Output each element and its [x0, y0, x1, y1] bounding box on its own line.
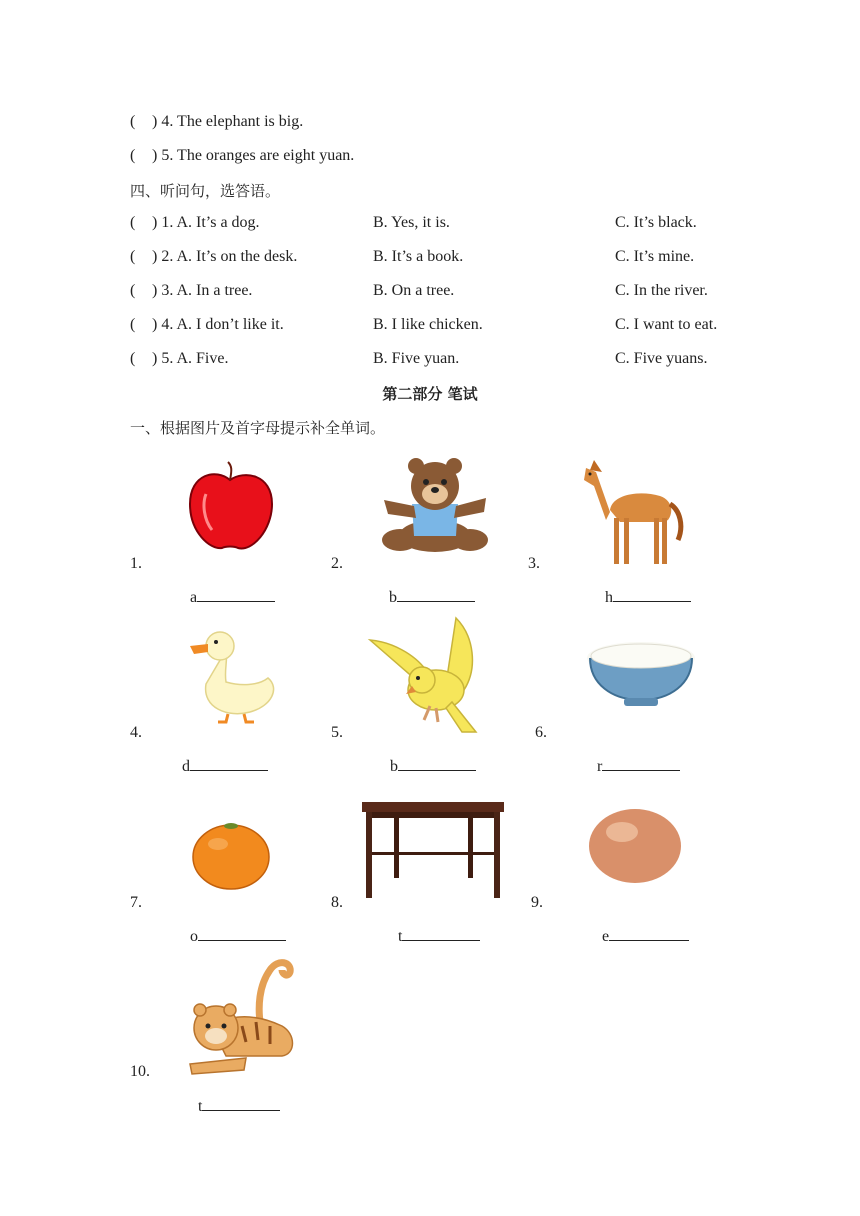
option-c: C. I want to eat. [615, 316, 718, 333]
table-icon [360, 800, 506, 900]
option-b: B. I like chicken. [373, 316, 483, 333]
egg-icon [586, 806, 684, 886]
item-number: 4. [130, 724, 142, 741]
option-c: C. It’s black. [615, 214, 697, 231]
word-blank-1[interactable]: a [190, 587, 275, 607]
apple-icon [186, 460, 276, 552]
bird-icon [366, 614, 488, 736]
option-a: A. It’s on the desk. [176, 248, 298, 265]
word-blank-3[interactable]: h [605, 587, 691, 607]
section4-heading: 四、听问句，选答语。 [130, 182, 281, 200]
part2-heading: 一、根据图片及首字母提示补全单词。 [130, 419, 386, 437]
item-number: 6. [535, 724, 547, 741]
item-number: 9. [531, 894, 543, 911]
item-number: 2. [331, 555, 343, 572]
word-blank-8[interactable]: t [398, 926, 480, 946]
word-blank-4[interactable]: d [182, 756, 268, 776]
word-blank-9[interactable]: e [602, 926, 689, 946]
word-blank-7[interactable]: o [190, 926, 286, 946]
option-c: C. In the river. [615, 282, 708, 299]
option-a: A. I don’t like it. [176, 316, 284, 333]
option-a: A. It’s a dog. [176, 214, 260, 231]
bear-icon [378, 456, 492, 556]
word-blank-6[interactable]: r [597, 756, 680, 776]
rice-icon [582, 636, 700, 710]
item-number: 3. [528, 555, 540, 572]
tiger-icon [186, 956, 298, 1078]
option-b: B. Five yuan. [373, 350, 460, 367]
item-number: 10. [130, 1063, 150, 1080]
part2-title: 第二部分 笔试 [382, 385, 478, 403]
option-b: B. Yes, it is. [373, 214, 450, 231]
duck-icon [188, 626, 276, 724]
orange-icon [190, 820, 272, 890]
item-number: 7. [130, 894, 142, 911]
horse-icon [580, 450, 688, 570]
question-5: ( ) 5. The oranges are eight yuan. [130, 147, 355, 164]
question-4: ( ) 4. The elephant is big. [130, 113, 304, 130]
option-b: B. It’s a book. [373, 248, 464, 265]
option-c: C. It’s mine. [615, 248, 695, 265]
option-b: B. On a tree. [373, 282, 455, 299]
item-number: 5. [331, 724, 343, 741]
word-blank-2[interactable]: b [389, 587, 475, 607]
option-c: C. Five yuans. [615, 350, 708, 367]
item-number: 8. [331, 894, 343, 911]
item-number: 1. [130, 555, 142, 572]
word-blank-10[interactable]: t [198, 1096, 280, 1116]
option-a: A. In a tree. [176, 282, 253, 299]
word-blank-5[interactable]: b [390, 756, 476, 776]
option-a: A. Five. [176, 350, 229, 367]
